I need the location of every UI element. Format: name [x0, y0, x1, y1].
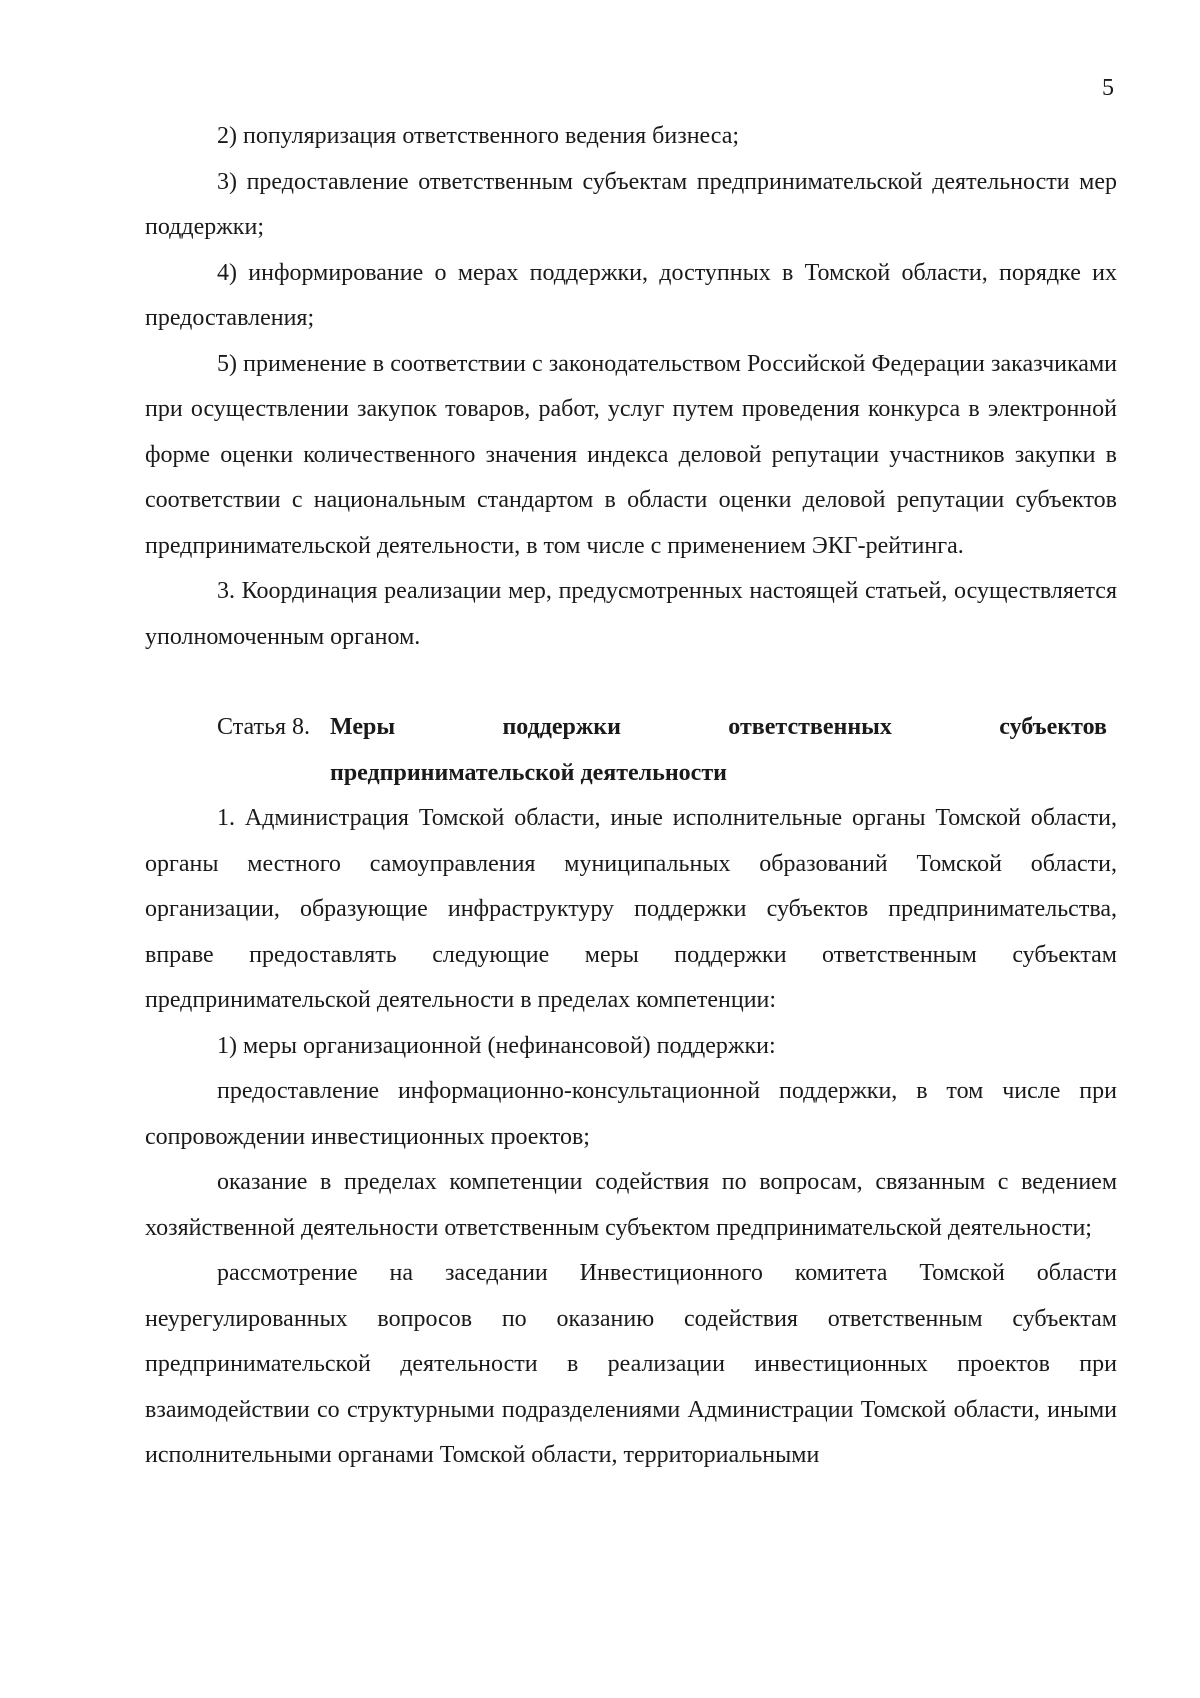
support-measure-item: рассмотрение на заседании Инвестиционного комитета Томской области неурегулированных вопросов по оказанию содействия ответственным субъектам предпринимательской деятельности в реализации инвестиционных проектов при взаимодействии со структурными подразделениями Администрации Томской области, иными исполнительными органами Томской области, территориальными: [145, 1260, 1117, 1468]
article-title: [330, 705, 1117, 796]
article-title-line-1: Меры поддержки ответственных субъектов: [330, 714, 1107, 740]
list-item-4: 4) информирование о мерах поддержки, доступных в Томской области, порядке их предоставления;: [145, 259, 1117, 331]
list-item-3: 3) предоставление ответственным субъектам предпринимательской деятельности мер поддержки;: [145, 168, 1117, 240]
article-number: Статья 8.: [217, 714, 310, 740]
support-measure-item: оказание в пределах компетенции содействия по вопросам, связанным с ведением хозяйственной деятельности ответственным субъектом предпринимательской деятельности;: [145, 1169, 1117, 1241]
article-heading: [145, 705, 1117, 796]
list-item-2: 2) популяризация ответственного ведения бизнеса;: [217, 123, 740, 149]
page-number: 5: [1102, 75, 1114, 101]
clause-3-paragraph: 3. Координация реализации мер, предусмотренных настоящей статьей, осуществляется уполномоченным органом.: [145, 578, 1117, 650]
support-measure-item: предоставление информационно-консультационной поддержки, в том числе при сопровождении инвестиционных проектов;: [145, 1078, 1117, 1150]
clause-1-paragraph: 1. Администрация Томской области, иные исполнительные органы Томской области, органы местного самоуправления муниципальных образований Томской области, организации, образующие инфраструктуру поддержки субъектов предпринимательства, вправе предоставлять следующие меры поддержки ответственным субъектам предпринимательской деятельности в пределах компетенции:: [145, 805, 1117, 1013]
document-body: [145, 114, 1117, 1479]
subclause-1-heading: 1) меры организационной (нефинансовой) поддержки:: [217, 1032, 776, 1059]
article-title-line-2: предпринимательской деятельности: [330, 759, 727, 786]
list-item-5: 5) применение в соответствии с законодательством Российской Федерации заказчиками при осуществлении закупок товаров, работ, услуг путем проведения конкурса в электронной форме оценки количественного значения индекса деловой репутации участников закупки в соответствии с национальным стандартом в области оценки деловой репутации субъектов предпринимательской деятельности, в том числе с применением ЭКГ-рейтинга.: [145, 350, 1117, 559]
